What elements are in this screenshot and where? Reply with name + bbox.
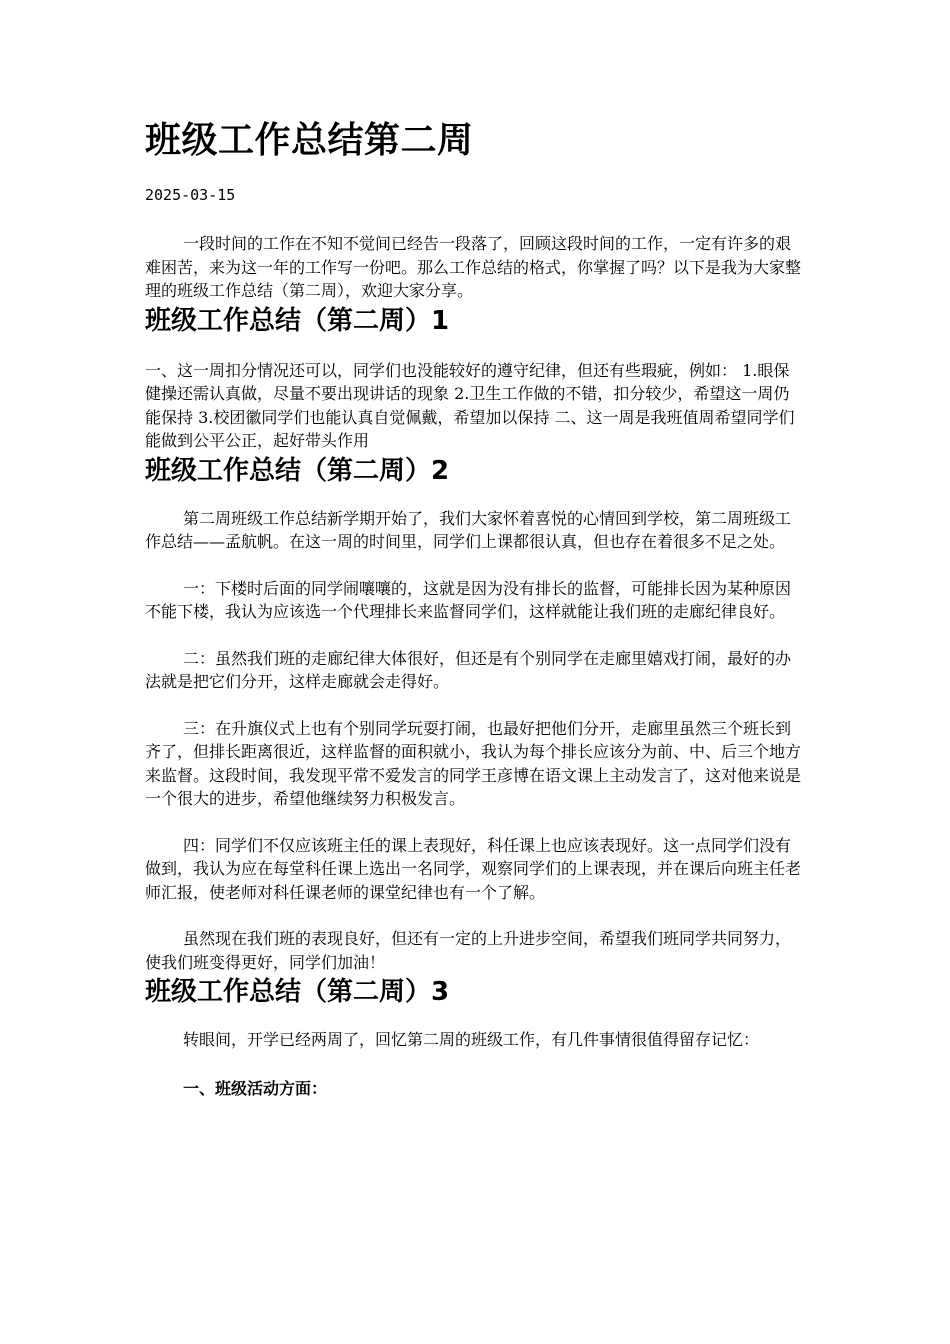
section-2-paragraph: 第二周班级工作总结新学期开始了，我们大家怀着喜悦的心情回到学校，第二周班级工作总结——孟航帆。在这一周的时间里，同学们上课都很认真，但也存在着很多不足之处。 [145, 508, 792, 551]
section-2-paragraph: 三：在升旗仪式上也有个别同学玩耍打闹，也最好把他们分开，走廊里虽然三个班长到齐了，但排长距离很近，这样监督的面积就小，我认为每个排长应该分为前、中、后三个地方来监督。这段时间，我发现平常不爱发言的同学王彦博在语文课上主动发言了，这对他来说是一个很大的进步，希望他继续努力积极发言。 [145, 718, 802, 808]
intro-paragraph: 一段时间的工作在不知不觉间已经告一段落了，回顾这段时间的工作，一定有许多的艰难困苦，来为这一年的工作写一份吧。那么工作总结的格式，你掌握了吗？以下是我为大家整理的班级工作总结（第二周），欢迎大家分享。 [145, 234, 802, 300]
section-3-subheading: 一、班级活动方面： [183, 1078, 328, 1098]
publish-date: 2025-03-15 [145, 186, 236, 204]
document-page [145, 118, 805, 1100]
section-2-title: 班级工作总结（第二周）2 [145, 455, 450, 486]
section-3-paragraph: 转眼间，开学已经两周了，回忆第二周的班级工作，有几件事情很值得留存记忆： [183, 1030, 760, 1049]
section-2-paragraph: 二：虽然我们班的走廊纪律大体很好，但还是有个别同学在走廊里嬉戏打闹，最好的办法就是把它们分开，这样走廊就会走得好。 [145, 648, 792, 691]
section-2-paragraph: 四：同学们不仅应该班主任的课上表现好，科任课上也应该表现好。这一点同学们没有做到，我认为应在每堂科任课上选出一名同学，观察同学们的上课表现，并在课后向班主任老师汇报，使老师对科任课老师的课堂纪律也有一个了解。 [145, 835, 802, 902]
section-2-paragraph: 一：下楼时后面的同学闹嚷嚷的，这就是因为没有排长的监督，可能排长因为某种原因不能下楼，我认为应该选一个代理排长来监督同学们，这样就能让我们班的走廊纪律良好。 [145, 578, 792, 621]
section-1-title: 班级工作总结（第二周）1 [145, 305, 450, 336]
section-2-paragraph: 虽然现在我们班的表现良好，但还有一定的上升进步空间，希望我们班同学共同努力，使我们班变得更好，同学们加油！ [145, 929, 792, 972]
page-title: 班级工作总结第二周 [145, 120, 474, 161]
section-3-title: 班级工作总结（第二周）3 [145, 977, 450, 1007]
section-1-paragraph: 一、这一周扣分情况还可以，同学们也没能较好的遵守纪律，但还有些瑕疵，例如： 1.眼保健操还需认真做，尽量不要出现讲话的现象 2.卫生工作做的不错，扣分较少，希望这一周仍能保持 3.校团徽同学们也能认真自觉佩戴，希望加以保持 二、这一周是我班值周希望同学们能做到公平公正，起好带头作用 [145, 360, 795, 450]
